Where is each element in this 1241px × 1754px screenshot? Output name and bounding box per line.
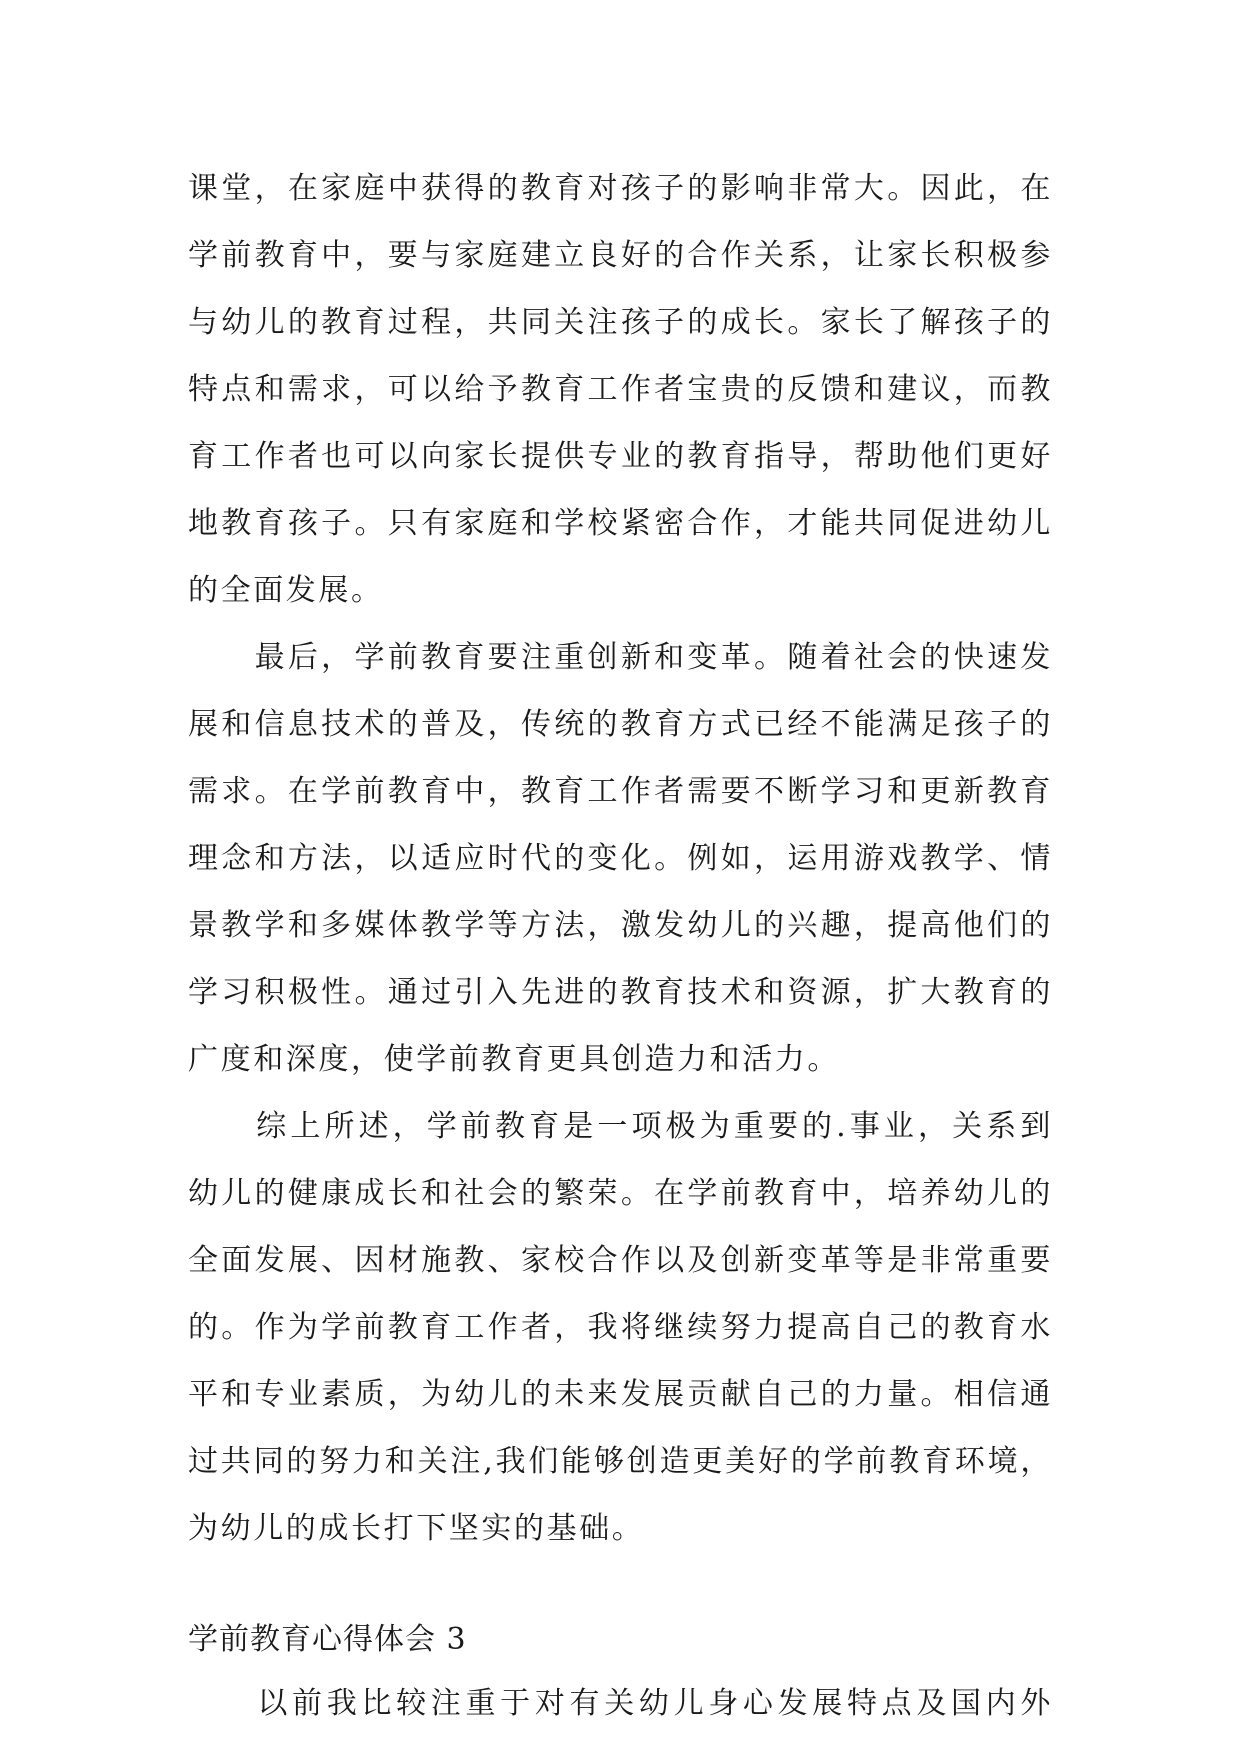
text-line: 的全面发展。 — [188, 573, 384, 608]
section-spacer — [188, 1562, 1053, 1610]
section-heading: 学前教育心得体会 3 — [188, 1622, 467, 1657]
text-line: 过共同的努力和关注,我们能够创造更美好的学前教育环境， — [188, 1444, 1053, 1479]
text-line: 与幼儿的教育过程，共同关注孩子的成长。家长了解孩子的 — [188, 305, 1053, 340]
text-line: 学前教育中，要与家庭建立良好的合作关系，让家长积极参 — [188, 238, 1053, 273]
text-line: 的。作为学前教育工作者，我将继续努力提高自己的教育水 — [188, 1310, 1053, 1345]
text-line: 展和信息技术的普及，传统的教育方式已经不能满足孩子的 — [188, 707, 1053, 742]
text-line: 综上所述，学前教育是一项极为重要的.事业，关系到 — [188, 1109, 1053, 1144]
text-line: 育工作者也可以向家长提供专业的教育指导，帮助他们更好 — [188, 439, 1053, 474]
document-body — [188, 155, 1053, 1737]
text-line: 全面发展、因材施教、家校合作以及创新变革等是非常重要 — [188, 1243, 1053, 1278]
text-line: 课堂，在家庭中获得的教育对孩子的影响非常大。因此，在 — [188, 171, 1053, 206]
text-line: 需求。在学前教育中，教育工作者需要不断学习和更新教育 — [188, 774, 1053, 809]
text-line: 幼儿的健康成长和社会的繁荣。在学前教育中，培养幼儿的 — [188, 1176, 1053, 1211]
text-line: 广度和深度，使学前教育更具创造力和活力。 — [188, 1042, 840, 1077]
text-line: 景教学和多媒体教学等方法，激发幼儿的兴趣，提高他们的 — [188, 908, 1053, 943]
text-line: 地教育孩子。只有家庭和学校紧密合作，才能共同促进幼儿 — [188, 506, 1053, 541]
paragraph-conclusion — [188, 1093, 1053, 1562]
paragraph-innovation — [188, 624, 1053, 1093]
text-line: 学习积极性。通过引入先进的教育技术和资源，扩大教育的 — [188, 975, 1053, 1010]
paragraph-section-3-intro — [188, 1670, 1053, 1737]
text-line: 平和专业素质，为幼儿的未来发展贡献自己的力量。相信通 — [188, 1377, 1053, 1412]
text-line: 特点和需求，可以给予教育工作者宝贵的反馈和建议，而教 — [188, 372, 1053, 407]
text-line: 最后，学前教育要注重创新和变革。随着社会的快速发 — [188, 640, 1053, 675]
text-line: 以前我比较注重于对有关幼儿身心发展特点及国内外 — [188, 1686, 1053, 1721]
text-line: 理念和方法，以适应时代的变化。例如，运用游戏教学、情 — [188, 841, 1053, 876]
text-line: 为幼儿的成长打下坚实的基础。 — [188, 1511, 645, 1546]
paragraph-home-school-cooperation — [188, 155, 1053, 624]
